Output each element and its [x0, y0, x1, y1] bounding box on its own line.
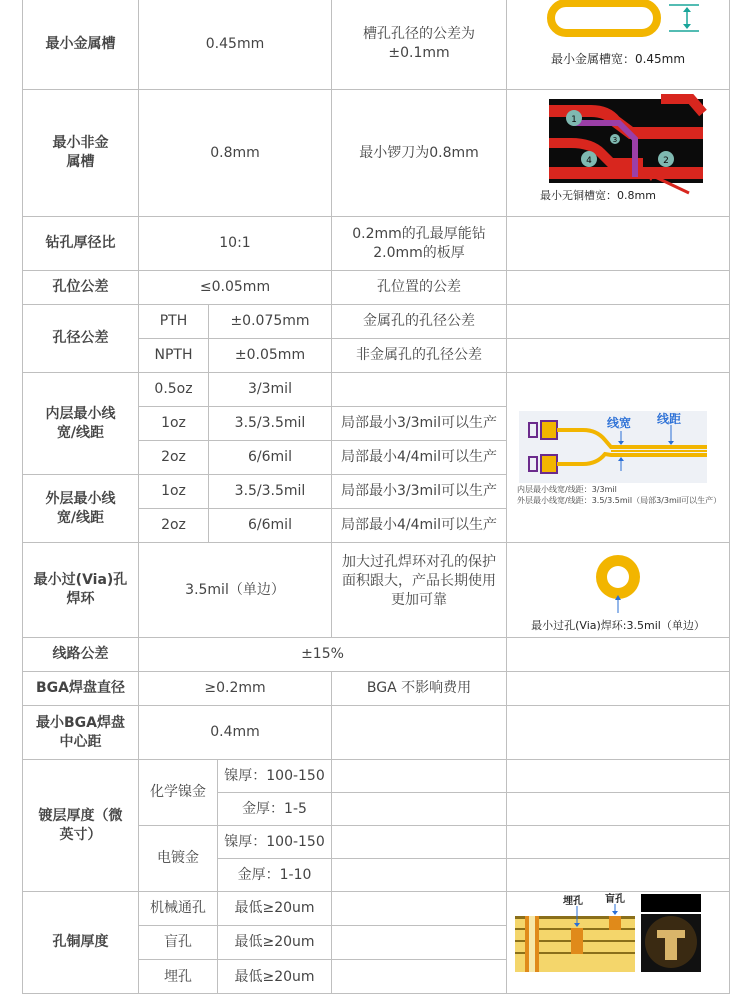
row-label: 镀层厚度（微英寸）: [23, 760, 139, 892]
empty-cell: [507, 672, 730, 706]
row-label: 孔位公差: [23, 271, 139, 305]
empty-cell: [332, 706, 507, 760]
sub-name: 机械通孔: [139, 892, 218, 926]
sub-type: PTH: [139, 305, 209, 339]
table-row: [23, 760, 730, 793]
nonmetal-slot-illustration: [511, 93, 733, 199]
row-value: 0.45mm: [139, 0, 332, 90]
table-row: [23, 217, 730, 271]
sub-value: 金厚：1-10: [218, 859, 332, 892]
table-row: [23, 305, 730, 339]
hole-copper-figure-cell: [507, 892, 730, 994]
sub-group: 化学镍金: [139, 760, 218, 826]
sub-value: 镍厚：100-150: [218, 826, 332, 859]
row-desc: BGA 不影响费用: [332, 672, 507, 706]
empty-cell: [507, 271, 730, 305]
buried-via-label: 埋孔: [563, 896, 583, 908]
row-desc: 槽孔孔径的公差为±0.1mm: [332, 0, 507, 90]
empty-cell: [332, 826, 507, 859]
sub-weight: 2oz: [139, 441, 209, 475]
table-row: [23, 90, 730, 217]
sub-value: 3.5/3.5mil: [209, 407, 332, 441]
table-row: [23, 543, 730, 638]
sub-value: ±0.05mm: [209, 339, 332, 373]
sub-weight: 1oz: [139, 475, 209, 509]
pcb-cross-section: [515, 892, 635, 972]
sub-weight: 0.5oz: [139, 373, 209, 407]
row-label: BGA焊盘直径: [23, 672, 139, 706]
line-width-label: 线宽: [607, 416, 632, 431]
sub-value: ±0.075mm: [209, 305, 332, 339]
spec-table: [22, 0, 730, 994]
empty-cell: [332, 859, 507, 892]
metal-slot-figure-cell: [507, 0, 730, 90]
empty-cell: [507, 793, 730, 826]
empty-cell: [332, 926, 507, 960]
sub-value: 6/6mil: [209, 509, 332, 543]
row-value: 10:1: [139, 217, 332, 271]
hole-copper-illustration: [511, 892, 733, 972]
nonmetal-slot-figure-cell: [507, 90, 730, 217]
row-label: 线路公差: [23, 638, 139, 672]
row-value: 0.8mm: [139, 90, 332, 217]
table-row: [23, 706, 730, 760]
via-ring-illustration: [511, 547, 733, 617]
svg-text:3: 3: [612, 135, 618, 144]
figure-caption-line: 外层最小线宽/线距：3.5/3.5mil（局部3/3mil可以生产）: [517, 495, 722, 505]
row-label: 孔铜厚度: [23, 892, 139, 994]
sub-weight: 2oz: [139, 509, 209, 543]
sub-group: 电镀金: [139, 826, 218, 892]
sub-value: 最低≥20um: [218, 960, 332, 994]
table-row: [23, 672, 730, 706]
table-row: [23, 892, 730, 926]
empty-cell: [507, 339, 730, 373]
circle-marker-3: [610, 134, 620, 144]
empty-cell: [507, 305, 730, 339]
sub-value: 金厚：1-5: [218, 793, 332, 826]
svg-text:1: 1: [571, 114, 577, 125]
row-desc: 非金属孔的孔径公差: [332, 339, 507, 373]
empty-cell: [507, 638, 730, 672]
sub-value: 镍厚：100-150: [218, 760, 332, 793]
row-value: 0.4mm: [139, 706, 332, 760]
circle-marker-4: [581, 151, 597, 167]
line-width-figure-cell: [507, 373, 730, 543]
row-desc: 局部最小3/3mil可以生产: [332, 407, 507, 441]
row-label: 钻孔厚径比: [23, 217, 139, 271]
blind-via-label: 盲孔: [605, 894, 625, 906]
via-ring-figure-cell: [507, 543, 730, 638]
line-spacing-label: 线距: [657, 412, 682, 427]
row-value: ≤0.05mm: [139, 271, 332, 305]
empty-cell: [332, 760, 507, 793]
row-value: ≥0.2mm: [139, 672, 332, 706]
row-label: 内层最小线宽/线距: [23, 373, 139, 475]
row-desc: 最小锣刀为0.8mm: [332, 90, 507, 217]
circle-marker-2: [658, 151, 674, 167]
row-label: 最小非金属槽: [23, 90, 139, 217]
row-desc: 加大过孔焊环对孔的保护面积跟大，产品长期使用更加可靠: [332, 543, 507, 638]
row-label: 最小BGA焊盘中心距: [23, 706, 139, 760]
empty-cell: [507, 760, 730, 793]
sub-value: 6/6mil: [209, 441, 332, 475]
table-row: [23, 638, 730, 672]
sub-weight: 1oz: [139, 407, 209, 441]
empty-cell: [507, 706, 730, 760]
sub-name: 埋孔: [139, 960, 218, 994]
sub-value: 最低≥20um: [218, 926, 332, 960]
row-desc: 局部最小3/3mil可以生产: [332, 475, 507, 509]
row-label: 孔径公差: [23, 305, 139, 373]
row-desc: 孔位置的公差: [332, 271, 507, 305]
row-desc: 金属孔的孔径公差: [332, 305, 507, 339]
sub-value: 3.5/3.5mil: [209, 475, 332, 509]
row-desc: [332, 373, 507, 407]
figure-caption: 最小金属槽宽：0.45mm: [550, 52, 686, 66]
empty-cell: [507, 217, 730, 271]
svg-text:4: 4: [586, 155, 592, 166]
empty-cell: [507, 859, 730, 892]
row-label: 最小过(Via)孔焊环: [23, 543, 139, 638]
figure-caption: 最小过孔(Via)焊环:3.5mil（单边）: [531, 618, 705, 632]
micrograph-photo: [641, 894, 701, 972]
table-row: [23, 373, 730, 407]
figure-caption: 最小无铜槽宽：0.8mm: [540, 188, 656, 202]
line-width-illustration: [511, 409, 733, 485]
circle-marker-1: [566, 110, 582, 126]
sub-type: NPTH: [139, 339, 209, 373]
sub-value: 最低≥20um: [218, 892, 332, 926]
figure-caption-line: 内层最小线宽/线距：3/3mil: [517, 485, 617, 495]
row-value: 3.5mil（单边）: [139, 543, 332, 638]
table-row: [23, 0, 730, 90]
table-row: [23, 271, 730, 305]
empty-cell: [332, 793, 507, 826]
row-desc: 0.2mm的孔最厚能钻2.0mm的板厚: [332, 217, 507, 271]
empty-cell: [332, 960, 507, 994]
sub-name: 盲孔: [139, 926, 218, 960]
empty-cell: [332, 892, 507, 926]
row-desc: 局部最小4/4mil可以生产: [332, 441, 507, 475]
sub-value: 3/3mil: [209, 373, 332, 407]
empty-cell: [507, 826, 730, 859]
row-label: 最小金属槽: [23, 0, 139, 90]
svg-text:2: 2: [663, 155, 669, 166]
row-desc: 局部最小4/4mil可以生产: [332, 509, 507, 543]
row-label: 外层最小线宽/线距: [23, 475, 139, 543]
row-value: ±15%: [139, 638, 507, 672]
